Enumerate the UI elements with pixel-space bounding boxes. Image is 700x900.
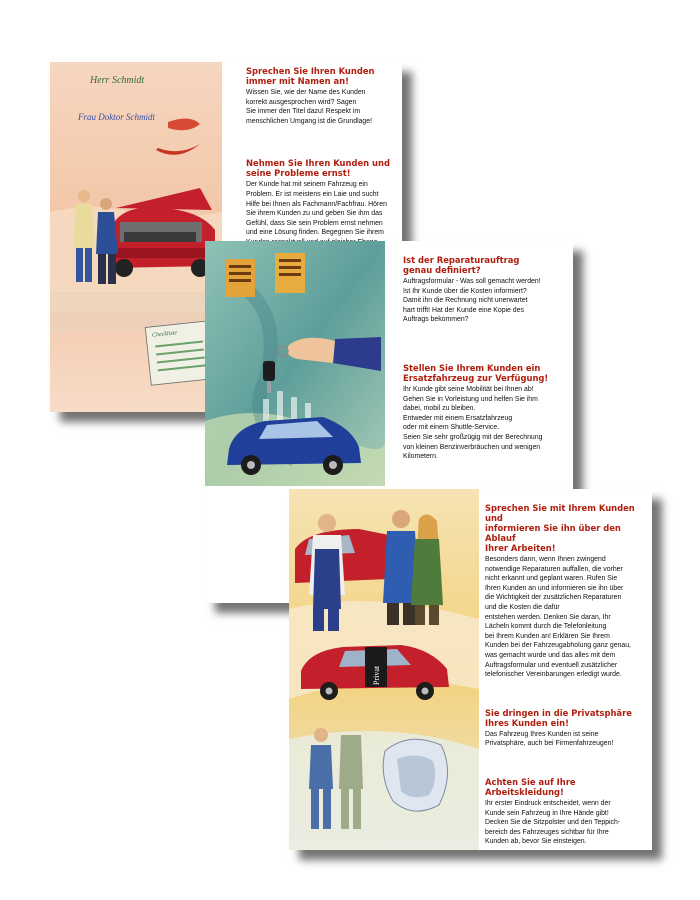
page3-section-privacy <box>485 708 649 749</box>
page1-section-take-seriously <box>246 158 396 247</box>
covered-car-seat <box>383 739 447 811</box>
page3-illustration <box>289 489 479 850</box>
checklist-label: Checkliste <box>151 330 178 339</box>
section-heading: Sprechen Sie Ihren Kunden immer mit Namen an! <box>246 66 375 86</box>
page1-illustration <box>50 62 222 412</box>
section-body: Besonders dann, wenn Ihnen zwingend notwendige Reparaturen auffallen, die vorher nicht erkannt und geplant waren. Rufen Sie Ihren Kunden an und informieren sie ihn über die Wichtigkeit der zusätzlichen Reparaturen und die Kosten die dafür entstehen werden. Denken Sie daran, Ihr Lächeln kommt durch die Telefonleitung bei Ihrem Kunden an! Erklären Sie Ihrem Kunden bei der Fahrzeugabholung ganz genau, was gemacht wurde und das alles mit dem Auftragsformular und eventuell zusätzlicher telefonischer Vereinbarungen erledigt wurde. <box>485 556 631 679</box>
section-body: Wissen Sie, wie der Name des Kunden korrekt ausgesprochen wird? Sagen Sie immer den Titel dazu! Respekt im menschlichen Umgang ist die Grundlage! <box>246 89 373 125</box>
handwriting-frau-doktor-schmidt: Frau Doktor Schmidt <box>78 112 155 122</box>
section-heading: Ist der Reparaturauftrag genau definiert? <box>403 255 520 275</box>
customer-car-watercolor <box>50 62 222 412</box>
privat-door-label: Privat <box>372 665 381 685</box>
car-key-handover-watercolor <box>205 241 385 486</box>
page3-section-inform-customer <box>485 503 649 680</box>
section-heading: Nehmen Sie Ihren Kunden und seine Probleme ernst! <box>246 158 390 179</box>
page1-section-address-by-name <box>246 66 396 126</box>
page2-text-column <box>403 255 569 484</box>
page2-section-repair-order <box>403 255 569 325</box>
section-heading: Sprechen Sie mit Ihrem Kunden und informieren Sie ihn über den Ablauf Ihrer Arbeiten! <box>485 503 635 553</box>
page1-text-column <box>246 66 396 270</box>
section-heading: Stellen Sie Ihrem Kunden ein Ersatzfahrzeug zur Verfügung! <box>403 362 549 383</box>
page3-section-work-clothes <box>485 777 649 847</box>
section-body: Ihr erster Eindruck entscheidet, wenn der Kunde sein Fahrzeug in Ihre Hände gibt! Decken Sie die Sitzpolster und den Teppich- bereich des Fahrzeuges sichtbar für Ihre Kunden ab, bevor Sie einsteigen. <box>485 799 621 846</box>
handwriting-herr-schmidt: Herr Schmidt <box>90 75 145 86</box>
section-heading: Sie dringen in die Privatsphäre Ihres Kunden ein! <box>485 707 632 728</box>
workshop-watercolor <box>289 489 479 850</box>
page2-illustration <box>205 241 385 486</box>
section-body: Der Kunde hat mit seinem Fahrzeug ein Problem. Er ist meistens ein Laie und sucht Hilfe bei Ihnen als Fachmann/Fachfrau. Hören Sie ihrem Kunden zu und geben Sie ihm das Gefühl, dass Sie sein Problem ernst nehmen und eine Lösung finden. Begegnen Sie ihrem <box>246 181 387 237</box>
page2-section-replacement-vehicle <box>403 363 569 462</box>
section-heading: Achten Sie auf Ihre Arbeitskleidung! <box>485 776 576 797</box>
section-body: Ihr Kunde gibt seine Mobilität bei Ihnen ab! Gehen Sie in Vorleistung und helfen Sie ihm dabei, mobil zu bleiben. Entweder mit einem Ersatzfahrzeug oder mit einem Shuttle-Service. Seien Sie sehr großzügig mit der Berechnung von kleinen Benzinverbräuchen und wenigen Kilometern. <box>403 385 543 461</box>
section-body: Auftragsformular - Was soll gemacht werden! Ist Ihr Kunde über die Kosten informiert? Damit ihn die Rechnung nicht unerwartet hart trifft! Hat der Kunde eine Kopie des Auftrags bekommen? <box>403 278 541 324</box>
page3-text-column <box>485 503 649 850</box>
brochure-page-3 <box>289 489 652 850</box>
section-body: Das Fahrzeug Ihres Kunden ist seine Privatsphäre, auch bei Firmenfahrzeugen! <box>485 730 614 748</box>
